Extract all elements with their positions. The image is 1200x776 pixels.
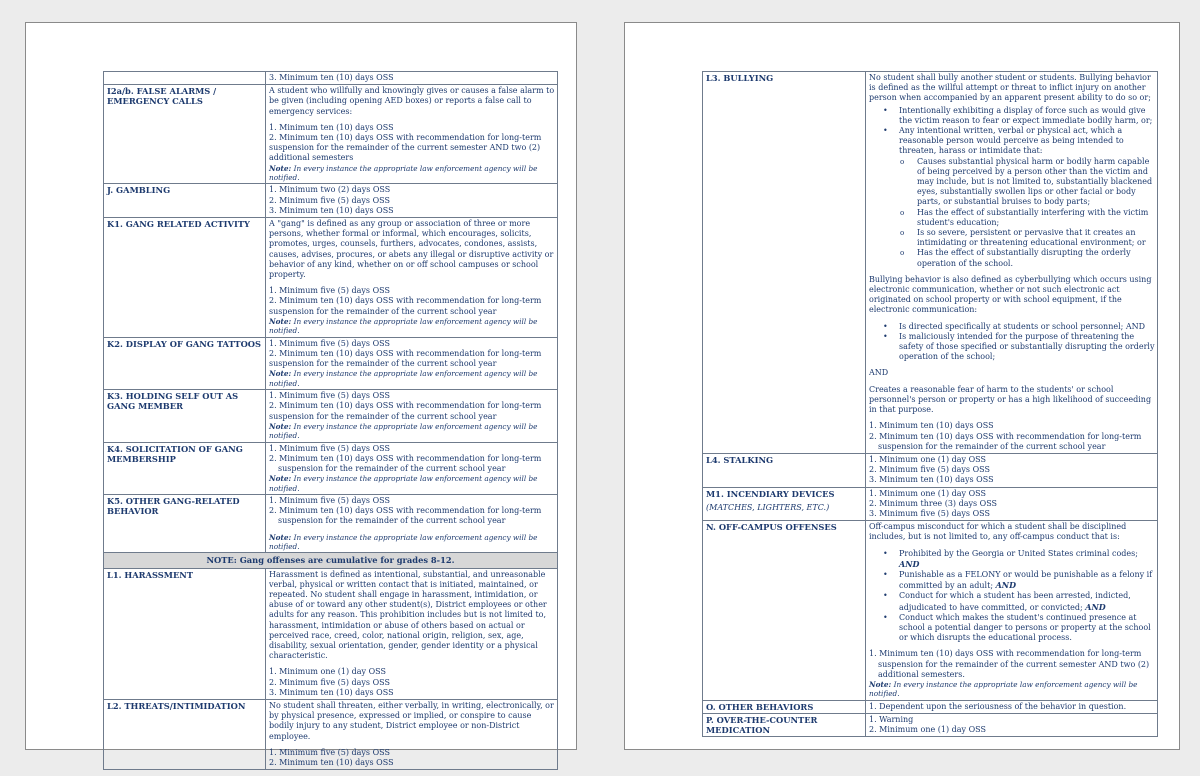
bullying-criteria-list <box>869 106 1155 269</box>
list-item <box>899 126 1155 269</box>
note-label: Note: <box>869 679 892 689</box>
table-row <box>703 453 1158 487</box>
table-row <box>104 184 558 218</box>
consequence-cell <box>866 487 1158 521</box>
note-label: Note: <box>269 316 292 326</box>
table-row <box>104 442 558 494</box>
gang-offense-note: NOTE: Gang offenses are cumulative for grades 8-12. <box>104 553 558 568</box>
table-row <box>703 72 1158 454</box>
offense-code: L4. STALKING <box>703 453 866 487</box>
offense-code: K2. DISPLAY OF GANG TATTOOS <box>104 337 266 389</box>
list-item-text: Any intentional written, verbal or physical act, which a reasonable person would perceive as being intended to threaten, harass or intimidate that: <box>899 126 1124 156</box>
list-item-text: Punishable as a FELONY or would be punishable as a felony if committed by an adult; <box>899 569 1153 591</box>
note-text: In every instance the appropriate law enforcement agency will be notified. <box>269 532 538 551</box>
list-item <box>899 591 1155 612</box>
consequence-text: 1. Minimum ten (10) days OSS <box>869 421 994 431</box>
consequence-cell <box>266 390 558 442</box>
consequence-cell <box>266 72 558 85</box>
table-row <box>104 85 558 184</box>
consequence-cell <box>266 337 558 389</box>
table-row <box>104 700 558 770</box>
list-item-text: Conduct for which a student has been arrested, indicted, adjudicated to have committed, or convicted; <box>899 591 1131 612</box>
consequence-text: 3. Minimum ten (10) days OSS <box>269 205 394 215</box>
consequence-text: 1. Warning <box>869 714 914 724</box>
list-item: o Causes substantial physical harm or bodily harm capable of being perceived by a person other than the victim and may include, but is not limited to, substantially blackened eyes, substantially swollen lips or other facial or body parts, or substantial bruises to body parts; <box>917 157 1155 208</box>
consequence-text: 3. Minimum ten (10) days OSS <box>269 73 394 82</box>
consequence-cell <box>866 453 1158 487</box>
consequence-cell <box>266 700 558 770</box>
table-row <box>104 494 558 552</box>
consequence-cell <box>266 494 558 552</box>
consequence-text: 1. Minimum five (5) days OSS <box>269 286 390 296</box>
consequence-cell <box>866 72 1158 454</box>
consequence-text: 2. Minimum ten (10) days OSS with recommendation for long-term suspension for the remainder of the current semester AND two (2) additional semesters <box>269 133 542 163</box>
offense-code: K1. GANG RELATED ACTIVITY <box>104 218 266 338</box>
offense-code-cell <box>703 487 866 521</box>
note-text: In every instance the appropriate law enforcement agency will be notified. <box>269 163 538 183</box>
left-page <box>25 22 577 768</box>
table-row <box>104 72 558 85</box>
offense-code: K4. SOLICITATION OF GANG MEMBERSHIP <box>104 442 266 494</box>
consequence-text: 2. Minimum ten (10) days OSS with recommendation for long-term suspension for the remainder of the current school year <box>269 348 542 369</box>
consequence-text: 3. Minimum five (5) days OSS <box>869 508 990 518</box>
consequence-cell <box>266 85 558 184</box>
consequence-text: 1. Minimum one (1) day OSS <box>269 667 386 677</box>
note-label: Note: <box>269 474 292 484</box>
note-text: In every instance the appropriate law enforcement agency will be notified. <box>269 316 538 336</box>
note-text: In every instance the appropriate law enforcement agency will be notified. <box>269 421 538 441</box>
consequence-text: 3. Minimum ten (10) days OSS <box>269 687 394 697</box>
consequence-text: 2. Minimum ten (10) days OSS <box>269 758 394 768</box>
list-item: o Has the effect of substantially disrupting the orderly operation of the school. <box>917 248 1155 268</box>
offense-description: No student shall bully another student or students. Bullying behavior is defined as the willful attempt or threat to inflict injury on another person when accompanied by an apparent present ability to do so or; <box>869 73 1151 103</box>
and-connector: AND <box>1085 601 1106 612</box>
law-enforcement-note <box>269 474 555 493</box>
consequence-text: 1. Dependent upon the seriousness of the behavior in question. <box>869 701 1127 711</box>
law-enforcement-note <box>269 533 555 552</box>
consequence-text: 1. Minimum five (5) days OSS <box>269 747 390 757</box>
consequence-text: 1. Minimum two (2) days OSS <box>269 185 391 195</box>
offense-description: Creates a reasonable fear of harm to the students' or school personnel's person or property or has a high likelihood of succeeding in that purpose. <box>869 384 1152 415</box>
consequence-text: 2. Minimum ten (10) days OSS with recommendation for long-term suspension for the remainder of the current school year <box>269 506 542 526</box>
law-enforcement-note <box>269 369 555 388</box>
offense-code: I2a/b. FALSE ALARMS / EMERGENCY CALLS <box>104 85 266 184</box>
cyberbullying-description: Bullying behavior is also defined as cyberbullying which occurs using electronic communication, whether or not such electronic act originated on school property or with school equipment, if the electronic communication: <box>869 274 1152 315</box>
consequence-text: 1. Minimum five (5) days OSS <box>269 443 390 453</box>
offense-code: L3. BULLYING <box>703 72 866 454</box>
note-label: Note: <box>269 532 292 542</box>
and-connector: AND <box>899 558 920 569</box>
discipline-table-left <box>103 71 558 770</box>
sub-criteria-list <box>899 157 1155 269</box>
list-item: o Has the effect of substantially interfering with the victim student's education; <box>917 208 1155 228</box>
consequence-text: 2. Minimum five (5) days OSS <box>869 465 990 475</box>
consequence-text: 2. Minimum one (1) day OSS <box>869 725 986 735</box>
consequence-text: 2. Minimum three (3) days OSS <box>869 498 998 508</box>
table-row <box>703 487 1158 521</box>
offense-description: Off-campus misconduct for which a student shall be disciplined includes, but is not limited to, any off-campus conduct that is: <box>869 522 1127 542</box>
law-enforcement-note <box>869 680 1155 699</box>
cyberbullying-criteria-list <box>869 322 1155 363</box>
list-item <box>899 549 1155 570</box>
offense-code: K5. OTHER GANG-RELATED BEHAVIOR <box>104 494 266 552</box>
consequence-cell <box>266 218 558 338</box>
table-row <box>104 568 558 699</box>
note-label: Note: <box>269 163 292 173</box>
consequence-text: 1. Minimum ten (10) days OSS <box>269 122 394 132</box>
list-item <box>899 570 1155 591</box>
law-enforcement-note <box>269 317 555 336</box>
consequence-text: 1. Minimum five (5) days OSS <box>269 338 390 348</box>
table-row <box>703 713 1158 736</box>
offense-code: L2. THREATS/INTIMIDATION <box>104 700 266 770</box>
offense-description: A student who willfully and knowingly gives or causes a false alarm to be given (including opening AED boxes) or reports a false call to emergency services: <box>269 86 555 116</box>
offense-description: No student shall threaten, either verbally, in writing, electronically, or by physical presence, expressed or implied, or conspire to cause bodily injury to any student, District employee or non-District employee. <box>269 701 554 741</box>
offense-code: M1. INCENDIARY DEVICES <box>706 488 835 499</box>
consequence-text: 2. Minimum ten (10) days OSS with recommendation for long-term suspension for the remainder of the current school year <box>869 431 1142 451</box>
table-row <box>104 218 558 338</box>
and-connector: AND <box>995 580 1017 591</box>
consequence-text: 2. Minimum five (5) days OSS <box>269 195 390 205</box>
right-page <box>624 22 1180 750</box>
consequence-text: 2. Minimum ten (10) days OSS with recommendation for long-term suspension for the remainder of the current school year <box>269 401 542 421</box>
offense-code: K3. HOLDING SELF OUT AS GANG MEMBER <box>104 390 266 442</box>
off-campus-criteria-list <box>869 549 1155 644</box>
list-item: • Is maliciously intended for the purpose of threatening the safety of those specified or substantially disrupting the orderly operation of the school; <box>899 332 1155 363</box>
consequence-text: 1. Minimum one (1) day OSS <box>869 488 986 498</box>
list-item-text: Prohibited by the Georgia or United States criminal codes; <box>899 548 1138 558</box>
consequence-cell <box>266 568 558 699</box>
offense-code: N. OFF-CAMPUS OFFENSES <box>703 521 866 701</box>
note-label: Note: <box>269 421 292 431</box>
discipline-table-right <box>702 71 1158 737</box>
table-row <box>104 390 558 442</box>
consequence-cell <box>866 713 1158 736</box>
and-connector: AND <box>869 368 889 378</box>
consequence-text: 2. Minimum ten (10) days OSS with recommendation for long-term suspension for the remainder of the current school year <box>269 296 542 316</box>
law-enforcement-note <box>269 164 555 183</box>
table-row <box>703 700 1158 713</box>
consequence-text: 3. Minimum ten (10) days OSS <box>869 475 994 485</box>
offense-code-cell <box>104 72 266 85</box>
note-text: In every instance the appropriate law enforcement agency will be notified. <box>269 369 538 388</box>
consequence-cell <box>866 521 1158 701</box>
offense-code: J. GAMBLING <box>104 184 266 218</box>
offense-description: A "gang" is defined as any group or association of three or more persons, whether formal or informal, which encourages, solicits, promotes, urges, counsels, furthers, advocates, condones, assists, causes, advises, procures, or abets any illegal or disruptive activity or behavior of any kind, whether on or off school campuses or school property. <box>269 219 554 280</box>
offense-code: P. OVER-THE-COUNTER MEDICATION <box>703 713 866 736</box>
consequence-text: 1. Minimum five (5) days OSS <box>269 391 390 401</box>
note-text: In every instance the appropriate law enforcement agency will be notified. <box>869 679 1138 699</box>
consequence-cell <box>266 442 558 494</box>
offense-subtitle: (MATCHES, LIGHTERS, ETC.) <box>706 502 830 512</box>
note-text: In every instance the appropriate law enforcement agency will be notified. <box>269 474 538 493</box>
offense-description: Harassment is defined as intentional, substantial, and unreasonable verbal, physical or written contact that is initiated, maintained, or repeated. No student shall engage in harassment, intimidation, or abuse of or toward any other student(s), District employees or other adults for any reason. This prohibition includes but is not limited to, harassment, intimidation or abuse of others based on actual or perceived race, creed, color, national origin, religion, sex, age, disability, sexual orientation, gender, gender identity or a physical characteristic. <box>269 569 547 661</box>
offense-code: L1. HARASSMENT <box>104 568 266 699</box>
consequence-text: 1. Minimum ten (10) days OSS with recommendation for long-term suspension for the remainder of the current semester AND two (2) additional semesters. <box>869 649 1150 679</box>
note-label: Note: <box>269 369 292 379</box>
list-item: o Is so severe, persistent or pervasive that it creates an intimidating or threatening educational environment; or <box>917 228 1155 248</box>
consequence-text: 1. Minimum one (1) day OSS <box>869 454 986 464</box>
table-row <box>104 337 558 389</box>
consequence-cell <box>266 184 558 218</box>
offense-code: O. OTHER BEHAVIORS <box>703 700 866 713</box>
list-item: • Conduct which makes the student's continued presence at school a potential danger to persons or property at the school or which disrupts the educational process. <box>899 613 1155 644</box>
table-row <box>104 553 558 568</box>
consequence-cell <box>866 700 1158 713</box>
law-enforcement-note <box>269 422 555 441</box>
table-row <box>703 521 1158 701</box>
list-item: • Intentionally exhibiting a display of force such as would give the victim reason to fear or expect immediate bodily harm, or; <box>899 106 1155 126</box>
consequence-text: 1. Minimum five (5) days OSS <box>269 495 390 505</box>
consequence-text: 2. Minimum five (5) days OSS <box>269 677 390 687</box>
consequence-text: 2. Minimum ten (10) days OSS with recommendation for long-term suspension for the remainder of the current school year <box>269 453 542 473</box>
list-item: • Is directed specifically at students or school personnel; AND <box>899 322 1155 332</box>
